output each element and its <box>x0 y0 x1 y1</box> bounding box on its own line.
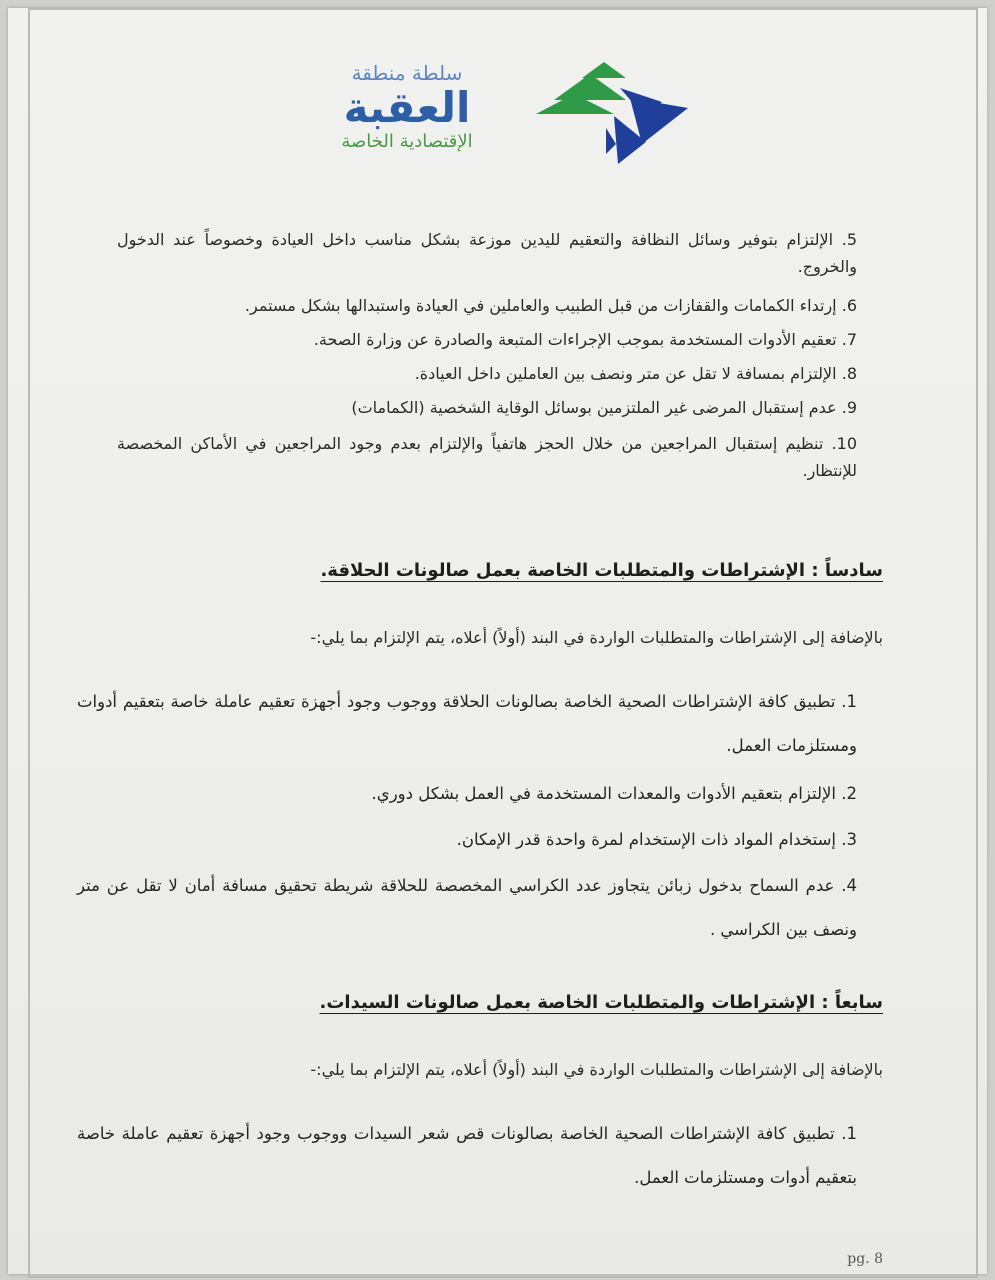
item-text: إرتداء الكمامات والقفازات من قبل الطبيب والعاملين في العيادة واستبدالها بشكل مستمر. <box>244 296 837 315</box>
item-text: تطبيق كافة الإشتراطات الصحية الخاصة بصالونات الحلاقة ووجوب وجود أجهزة تعقيم عاملة خاصة بتعقيم أدوات ومستلزمات العمل. <box>77 692 857 755</box>
item-number: 9. <box>841 398 857 417</box>
item-number: 10. <box>831 434 857 453</box>
item-text: تطبيق كافة الإشتراطات الصحية الخاصة بصالونات قص شعر السيدات ووجوب وجود أجهزة تعقيم عاملة خاصة بتعقيم أدوات ومستلزمات العمل. <box>77 1124 857 1187</box>
document-page <box>8 8 987 1274</box>
item-number: 7. <box>841 330 857 349</box>
list-item <box>117 292 857 319</box>
list-item <box>77 680 857 768</box>
item-number: 2. <box>841 784 857 803</box>
logo-line-aqaba: العقبة <box>343 83 471 132</box>
logo-line-sez: الإقتصادية الخاصة <box>341 131 473 152</box>
list-item <box>117 326 857 353</box>
item-text: الإلتزام بتوفير وسائل النظافة والتعقيم لليدين موزعة بشكل مناسب داخل العيادة وخصوصاً عند الدخول والخروج. <box>117 230 857 276</box>
logo-wordmark <box>298 60 516 154</box>
logo-line-authority: سلطة منطقة <box>351 61 463 85</box>
list-item <box>117 394 857 421</box>
item-text: الإلتزام بمسافة لا تقل عن متر ونصف بين العاملين داخل العيادة. <box>414 364 837 383</box>
section-intro: بالإضافة إلى الإشتراطات والمتطلبات الواردة في البند (أولاً) أعلاه، يتم الإلتزام بما يلي:- <box>310 1060 883 1079</box>
list-item <box>77 772 857 816</box>
section-heading-barbershops: سادساً : الإشتراطات والمتطلبات الخاصة بعمل صالونات الحلاقة. <box>320 560 883 581</box>
item-number: 1. <box>841 1124 857 1143</box>
item-number: 8. <box>841 364 857 383</box>
item-text: تنظيم إستقبال المراجعين من خلال الحجز هاتفياً والإلتزام بعدم وجود المراجعين في الأماكن المخصصة للإنتظار. <box>117 434 857 480</box>
page-number: pg. 8 <box>847 1251 883 1267</box>
section-intro: بالإضافة إلى الإشتراطات والمتطلبات الواردة في البند (أولاً) أعلاه، يتم الإلتزام بما يلي:- <box>310 628 883 647</box>
item-text: تعقيم الأدوات المستخدمة بموجب الإجراءات المتبعة والصادرة عن وزارة الصحة. <box>313 330 837 349</box>
list-item <box>117 360 857 387</box>
aqaba-logo-icon <box>534 58 692 166</box>
item-number: 3. <box>841 830 857 849</box>
list-item <box>77 1112 857 1200</box>
section-heading-ladies-salons: سابعاً : الإشتراطات والمتطلبات الخاصة بعمل صالونات السيدات. <box>319 992 883 1013</box>
item-number: 1. <box>841 692 857 711</box>
item-number: 6. <box>841 296 857 315</box>
list-item <box>117 226 857 280</box>
item-text: إستخدام المواد ذات الإستخدام لمرة واحدة قدر الإمكان. <box>456 830 836 849</box>
list-item <box>117 430 857 484</box>
list-item <box>77 864 857 952</box>
item-number: 4. <box>841 876 857 895</box>
item-text: الإلتزام بتعقيم الأدوات والمعدات المستخدمة في العمل بشكل دوري. <box>371 784 836 803</box>
item-text: عدم إستقبال المرضى غير الملتزمين بوسائل الوقاية الشخصية (الكمامات) <box>351 398 837 417</box>
list-item <box>77 818 857 862</box>
item-text: عدم السماح بدخول زبائن يتجاوز عدد الكراسي المخصصة للحلاقة شريطة تحقيق مسافة أمان لا تقل عن متر ونصف بين الكراسي . <box>77 876 857 939</box>
item-number: 5. <box>841 230 857 249</box>
